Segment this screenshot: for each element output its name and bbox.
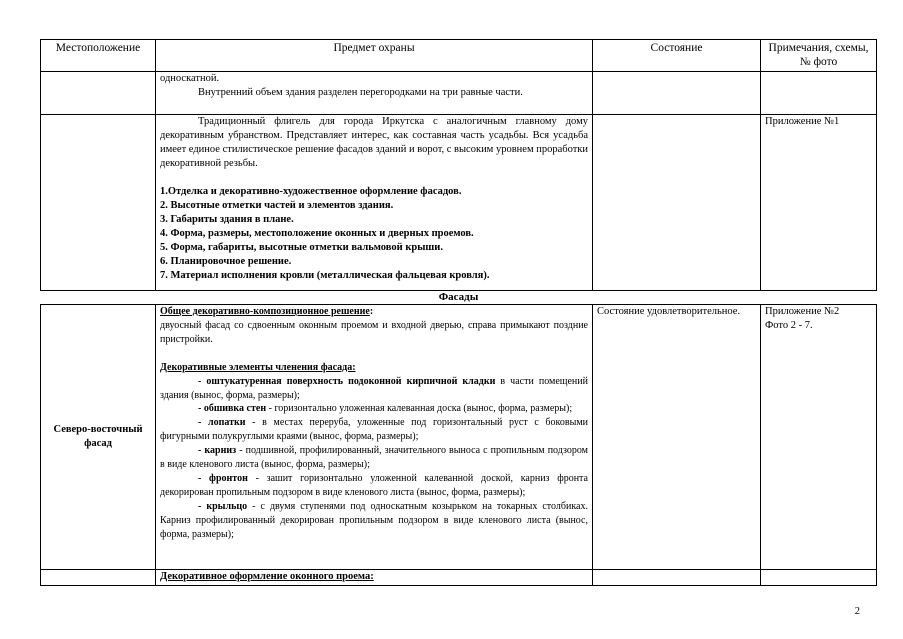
location-label: Северо-восточный фасад: [41, 305, 156, 570]
row2-item: 5. Форма, габариты, высотные отметки вальмовой крыши.: [160, 242, 443, 253]
elements-title: Декоративные элементы членения фасада:: [160, 361, 356, 373]
row2-intro: Традиционный флигель для города Иркутска с аналогичным главному дому декоративным убранством. Представляет интерес, как составная часть усадьбы. Вся усадьба имеет единое стилистическое решение фасадов зданий и ворот, с высоким уровнем проработки декоративной резьбы.: [160, 116, 589, 169]
state-cell: Состояние удовлетворительное.: [593, 305, 761, 570]
composition-title: Общее декоративно-композиционное решение: [160, 306, 370, 317]
header-state: Состояние: [593, 40, 761, 72]
row2-item: 3. Габариты здания в плане.: [160, 214, 294, 225]
element-item: - фронтон - зашит горизонтально уложенной калеванной доской, карниз фронта декорирован пропильным подзором в виде кленового листа (вынос, форма, размеры);: [160, 472, 588, 498]
table-row: [41, 570, 877, 586]
element-item: - карниз - подшивной, профилированный, значительного выноса с пропильным подзором в виде кленового листа (вынос, форма, размеры);: [160, 445, 589, 471]
section-row: [41, 291, 877, 305]
composition-block: Общее декоративно-композиционное решение:: [160, 306, 374, 317]
row1-text2: Внутренний объем здания разделен перегородками на три равные части.: [198, 87, 523, 98]
row3-note2: Фото 2 - 7.: [765, 320, 813, 331]
row2-item: 4. Форма, размеры, местоположение оконных и дверных проемов.: [160, 228, 474, 239]
row4-title: Декоративное оформление оконного проема:: [156, 570, 593, 586]
element-item: - обшивка стен - горизонтально уложенная калеванная доска (вынос, форма, размеры);: [198, 403, 573, 415]
row3-note1: Приложение №2: [765, 306, 840, 317]
element-item: - оштукатуренная поверхность подоконной кирпичной кладки в части помещений здания (вынос, форма, размеры);: [160, 375, 588, 401]
row2-item: 2. Высотные отметки частей и элементов здания.: [160, 200, 394, 211]
protection-table: [40, 39, 877, 586]
section-title: Фасады: [438, 291, 479, 303]
table-header-row: [41, 40, 877, 72]
row2-item: 1.Отделка и декоративно-художественное оформление фасадов.: [160, 186, 462, 197]
page-number: 2: [854, 606, 860, 617]
row2-note: Приложение №1: [761, 115, 877, 291]
table-row: [41, 115, 877, 291]
table-row: [41, 305, 877, 570]
element-item: - крыльцо - с двумя ступенями под односкатным козырьком на токарных столбиках. Карниз профилированный декорирован пропильным подзором в виде кленового листа (вынос, форма, размеры);: [160, 500, 588, 540]
header-notes: Примечания, схемы, № фото: [761, 40, 877, 72]
table-row: [41, 72, 877, 115]
header-subject: Предмет охраны: [156, 40, 593, 72]
element-item: - лопатки - в местах перерубa, уложенные под горизонтальный руст с боковыми фигурными полукруглыми краями (вынос, форма, размеры);: [160, 417, 588, 443]
row2-item: 7. Материал исполнения кровли (металлическая фальцевая кровля).: [160, 270, 490, 281]
header-location: Местоположение: [41, 40, 156, 72]
row2-item: 6. Планировочное решение.: [160, 256, 292, 267]
composition-text: двуосный фасад со сдвоенным оконным проемом и входной дверью, справа примыкают поздние пристройки.: [160, 319, 588, 345]
row1-text1: односкатной.: [160, 73, 220, 84]
